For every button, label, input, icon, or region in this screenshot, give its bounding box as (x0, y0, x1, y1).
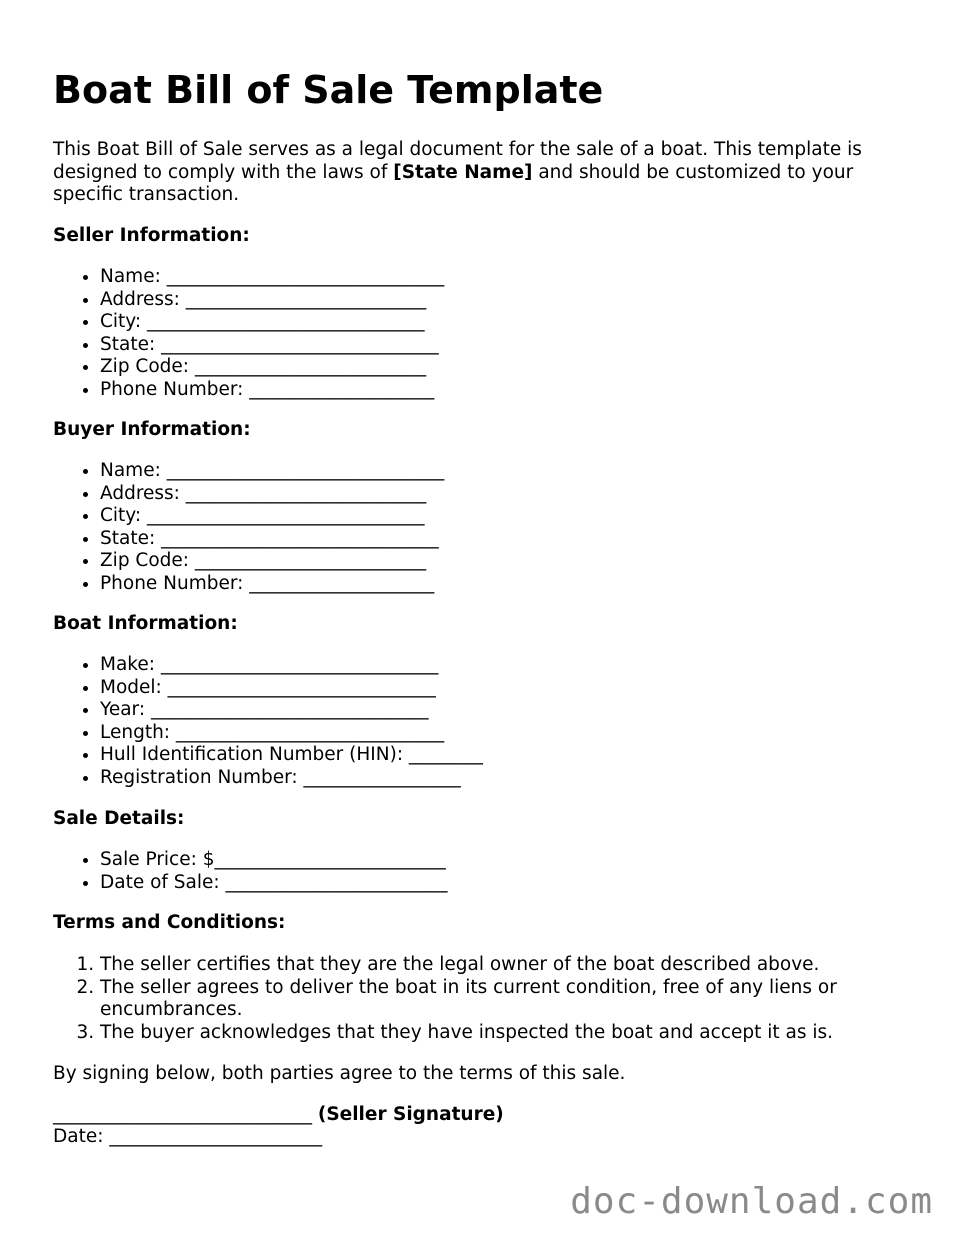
buyer-name-field[interactable]: • Name: ______________________________ (100, 460, 444, 483)
term-item: 1. The seller certifies that they are the legal owner of the boat described above. (100, 954, 900, 977)
sale-date-field[interactable]: • Date of Sale: ________________________ (100, 872, 448, 895)
signature-label: (Seller Signature) (317, 1104, 504, 1125)
buyer-zip-field[interactable]: • Zip Code: _________________________ (100, 550, 444, 573)
terms-heading: Terms and Conditions: (53, 912, 286, 933)
buyer-address-field[interactable]: • Address: __________________________ (100, 483, 444, 506)
intro-state-name: [State Name] (393, 161, 533, 183)
seller-heading: Seller Information: (53, 225, 250, 246)
seller-address-field[interactable]: • Address: __________________________ (100, 289, 444, 312)
sale-heading: Sale Details: (53, 808, 185, 829)
seller-zip-field[interactable]: • Zip Code: _________________________ (100, 356, 444, 379)
boat-list (53, 654, 483, 789)
buyer-phone-field[interactable]: • Phone Number: ____________________ (100, 573, 444, 596)
watermark: doc-download.com (570, 1181, 933, 1222)
boat-heading: Boat Information: (53, 613, 238, 634)
buyer-heading: Buyer Information: (53, 419, 251, 440)
term-item: 3. The buyer acknowledges that they have inspected the boat and accept it as is. (100, 1022, 900, 1045)
seller-name-field[interactable]: • Name: ______________________________ (100, 266, 444, 289)
sale-list (53, 849, 448, 894)
buyer-state-field[interactable]: • State: ______________________________ (100, 528, 444, 551)
seller-state-field[interactable]: • State: ______________________________ (100, 334, 444, 357)
term-item: 2. The seller agrees to deliver the boat in its current condition, free of any liens or encumbrances. (100, 977, 900, 1022)
terms-list (53, 954, 900, 1044)
buyer-list (53, 460, 444, 595)
boat-make-field[interactable]: • Make: ______________________________ (100, 654, 483, 677)
boat-model-field[interactable]: • Model: _____________________________ (100, 677, 483, 700)
intro-paragraph (53, 139, 903, 207)
signature-date-field[interactable]: Date: _______________________ (53, 1126, 323, 1147)
seller-phone-field[interactable]: • Phone Number: ____________________ (100, 379, 444, 402)
closing-statement: By signing below, both parties agree to the terms of this sale. (53, 1063, 626, 1084)
sale-price-field[interactable]: • Sale Price: $_________________________ (100, 849, 448, 872)
intro-text-before: This Boat Bill of Sale serves as a legal document for the sale of a boat. This template is designed to comply with the laws of (53, 139, 862, 183)
seller-signature-line[interactable] (53, 1104, 504, 1127)
boat-hin-field[interactable]: • Hull Identification Number (HIN): ________ (100, 744, 483, 767)
signature-blank[interactable]: ____________________________ (53, 1104, 318, 1125)
boat-year-field[interactable]: • Year: ______________________________ (100, 699, 483, 722)
boat-length-field[interactable]: • Length: _____________________________ (100, 722, 483, 745)
seller-list (53, 266, 444, 401)
page-title: Boat Bill of Sale Template (53, 68, 604, 112)
intro-text-after: and should be customized to your specific transaction. (53, 161, 854, 205)
boat-registration-field[interactable]: • Registration Number: _________________ (100, 767, 483, 790)
buyer-city-field[interactable]: • City: ______________________________ (100, 505, 444, 528)
seller-city-field[interactable]: • City: ______________________________ (100, 311, 444, 334)
